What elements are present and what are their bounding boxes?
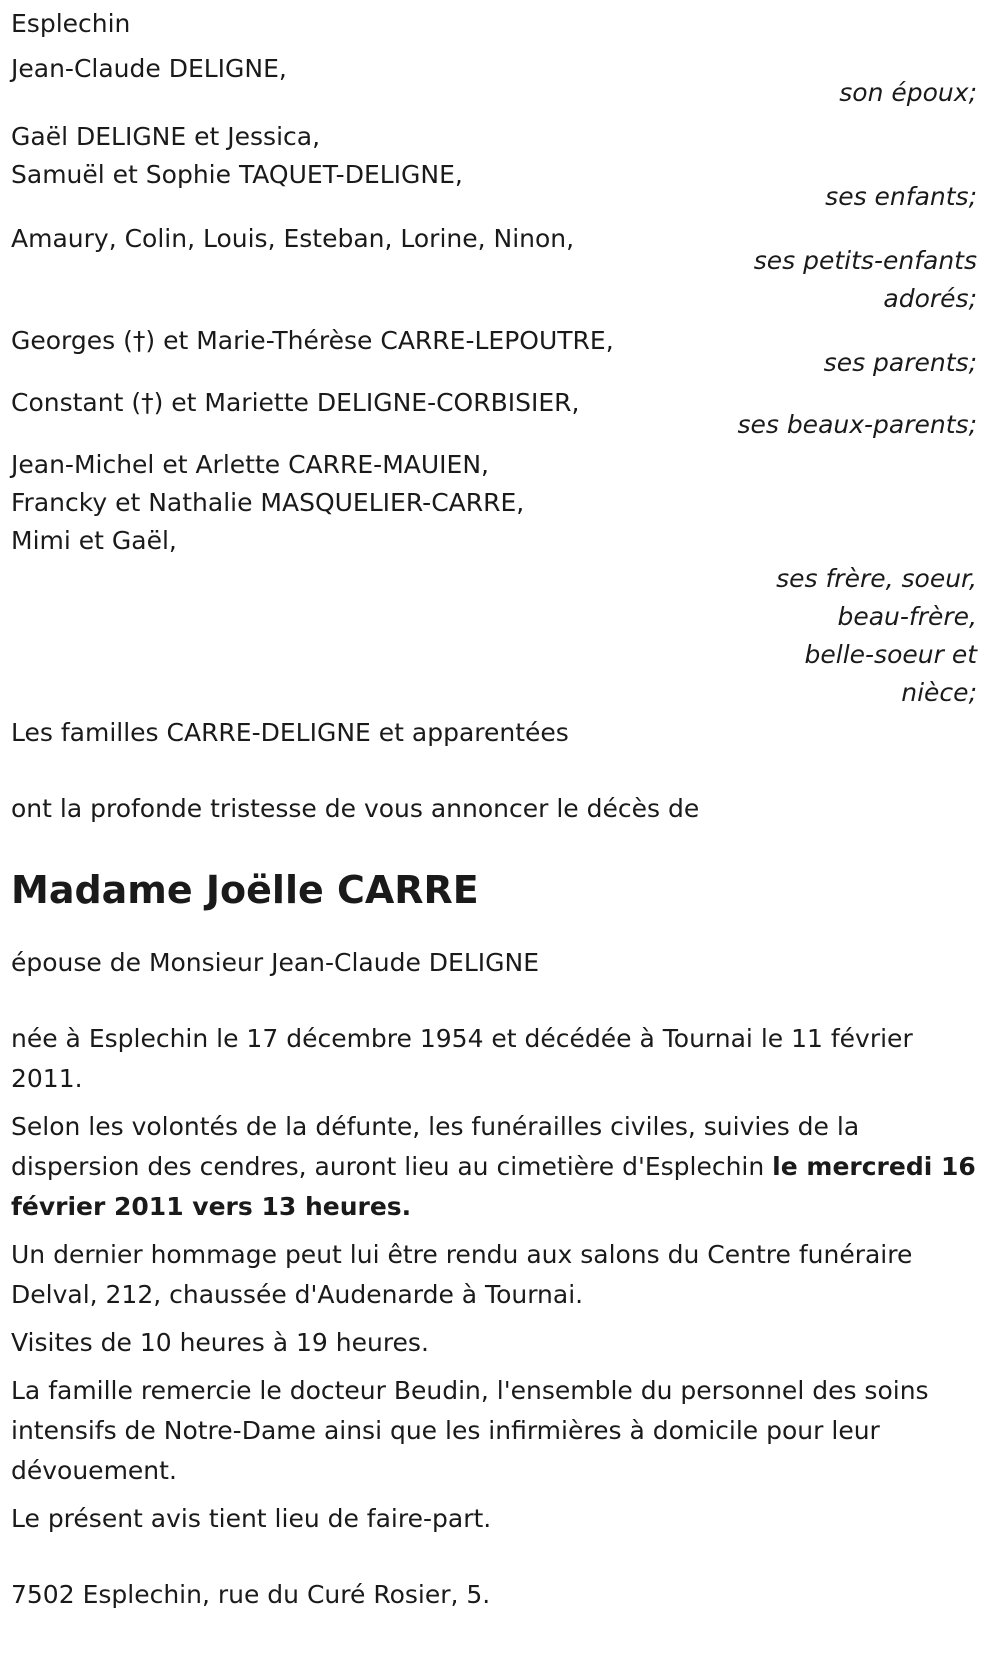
notice-text: Le présent avis tient lieu de faire-part. (11, 1504, 492, 1533)
family-names: Constant (†) et Mariette DELIGNE-CORBISIER, (11, 388, 580, 417)
family-role: son époux; (839, 78, 977, 107)
obituary-notice (11, 4, 989, 1615)
funeral-info (11, 1107, 989, 1227)
family-role: ses parents; (823, 348, 977, 377)
family-role: nièce; (901, 678, 977, 707)
family-names: Jean-Michel et Arlette CARRE-MAUIEN, (11, 450, 489, 479)
address: 7502 Esplechin, rue du Curé Rosier, 5. (11, 1580, 491, 1609)
family-names: Mimi et Gaël, (11, 526, 177, 555)
thanks-text: La famille remercie le docteur Beudin, l'ensemble du personnel des soins intensifs de Notre-Dame ainsi que les infirmières à domicile pour leur dévouement. (11, 1376, 929, 1485)
family-group-children (11, 117, 989, 217)
family-role: ses petits-enfants (753, 246, 977, 275)
family-role: ses frère, soeur, (776, 564, 977, 593)
visits-info: Visites de 10 heures à 19 heures. (11, 1328, 429, 1357)
spouse-line: épouse de Monsieur Jean-Claude DELIGNE (11, 948, 539, 977)
family-role: belle-soeur et (804, 640, 977, 669)
family-role: adorés; (883, 284, 977, 313)
families-line: Les familles CARRE-DELIGNE et apparentées (11, 718, 569, 747)
family-names: Francky et Nathalie MASQUELIER-CARRE, (11, 488, 525, 517)
deceased-name: Madame Joëlle CARRE (11, 868, 479, 912)
family-names: Jean-Claude DELIGNE, (11, 54, 287, 83)
family-group-parents (11, 321, 989, 383)
family-names: Samuël et Sophie TAQUET-DELIGNE, (11, 160, 463, 189)
family-names: Amaury, Colin, Louis, Esteban, Lorine, Ninon, (11, 224, 575, 253)
family-role: ses beaux-parents; (737, 410, 977, 439)
homage-info: Un dernier hommage peut lui être rendu aux salons du Centre funéraire Delval, 212, chaussée d'Audenarde à Tournai. (11, 1240, 913, 1309)
family-role: beau-frère, (837, 602, 977, 631)
family-role: ses enfants; (825, 182, 977, 211)
announcement: ont la profonde tristesse de vous annoncer le décès de (11, 794, 700, 823)
family-names: Gaël DELIGNE et Jessica, (11, 122, 321, 151)
family-group-spouse (11, 49, 989, 113)
family-group-grandchildren (11, 219, 989, 319)
family-group-siblings (11, 445, 989, 713)
family-names: Georges (†) et Marie-Thérèse CARRE-LEPOUTRE, (11, 326, 614, 355)
funeral-text: Selon les volontés de la défunte, les funérailles civiles, suivies de la dispersion des cendres, auront lieu au cimetière d'Esplechin (11, 1112, 860, 1181)
location: Esplechin (11, 9, 131, 38)
funeral-date: le mercredi 16 février 2011 vers 13 heures. (11, 1152, 976, 1221)
family-group-parents-in-law (11, 383, 989, 445)
birth-death-dates: née à Esplechin le 17 décembre 1954 et décédée à Tournai le 11 février 2011. (11, 1024, 913, 1093)
